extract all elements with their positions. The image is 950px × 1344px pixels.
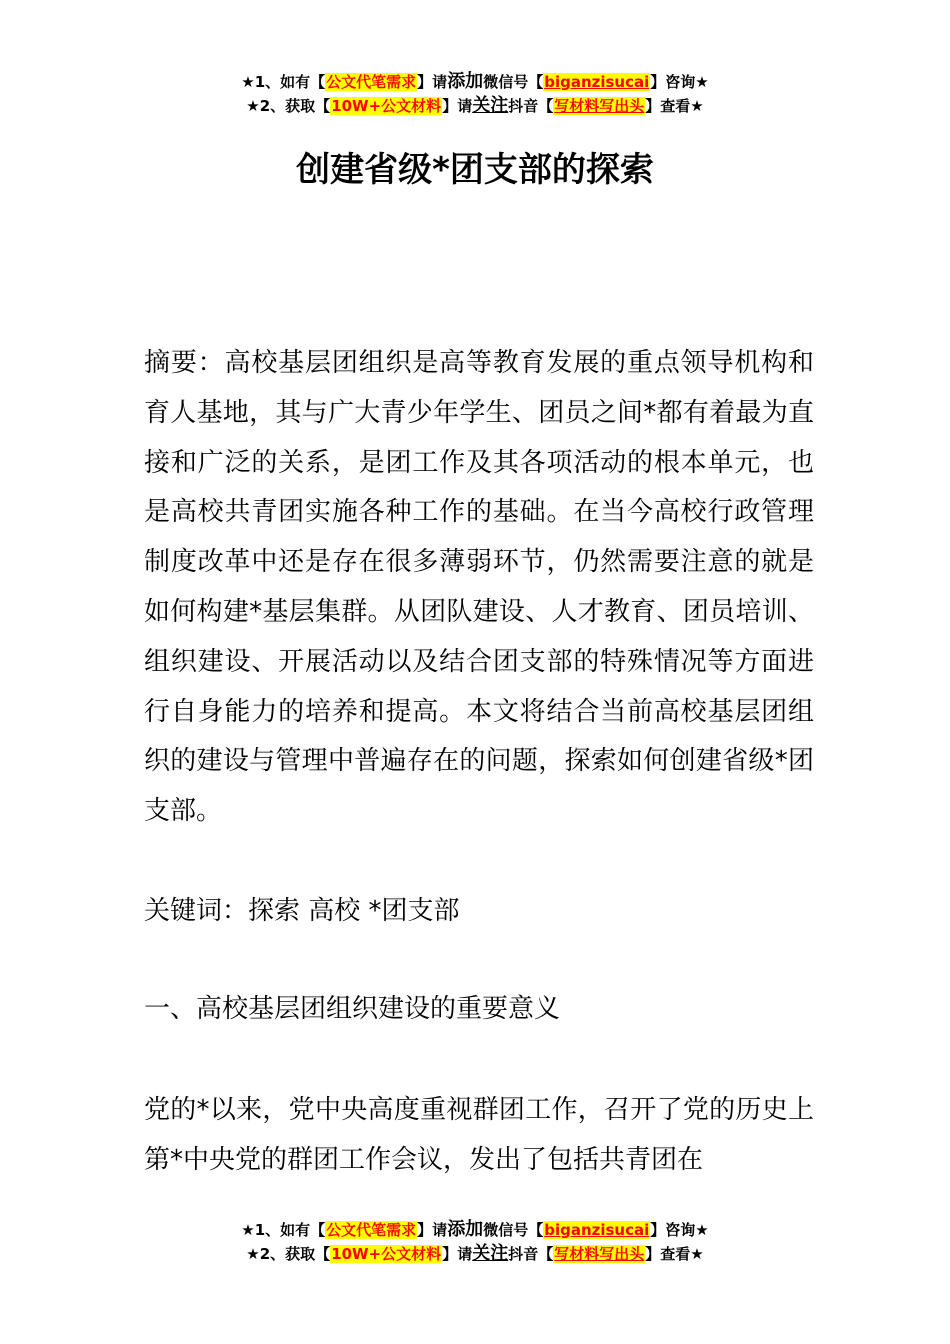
banner-text: 】请 [417, 1221, 448, 1239]
banner-text: 】咨询★ [650, 73, 709, 91]
banner-text: ★2、获取【 [246, 97, 331, 115]
banner-line-2 [0, 94, 950, 118]
keywords-line: 关键词：探索 高校 *团支部 [144, 896, 460, 926]
banner-emphasis: 关注 [472, 1243, 509, 1264]
body-paragraph: 党的*以来，党中央高度重视群团工作，召开了党的历史上第*中央党的群团工作会议，发出了包括共青团在 [144, 1095, 814, 1175]
banner-line-2 [0, 1242, 950, 1266]
wechat-id-highlight: biganzisucai [544, 73, 650, 91]
banner-emphasis: 关注 [472, 95, 509, 116]
banner-text: 】查看★ [645, 97, 704, 115]
banner-emphasis: 添加 [447, 1219, 484, 1240]
footer-banner [0, 1218, 950, 1266]
header-banner [0, 70, 950, 118]
abstract-paragraph: 摘要：高校基层团组织是高等教育发展的重点领导机构和育人基地，其与广大青少年学生、团员之间*都有着最为直接和广泛的关系，是团工作及其各项活动的根本单元，也是高校共青团实施各种工作的基础。在当今高校行政管理制度改革中还是存在很多薄弱环节，仍然需要注意的就是如何构建*基层集群。从团队建设、人才教育、团员培训、组织建设、开展活动以及结合团支部的特殊情况等方面进行自身能力的培养和提高。本文将结合当前高校基层团组织的建设与管理中普遍存在的问题，探索如何创建省级*团支部。 [144, 348, 814, 827]
banner-emphasis: 添加 [447, 71, 484, 92]
banner-line-1 [0, 1218, 950, 1242]
banner-text: 微信号【 [483, 1221, 544, 1239]
banner-highlight: 公文代笔需求 [326, 73, 417, 91]
wechat-id-highlight: biganzisucai [544, 1221, 650, 1239]
banner-line-1 [0, 70, 950, 94]
document-title: 创建省级*团支部的探索 [296, 150, 654, 190]
banner-text: 微信号【 [483, 73, 544, 91]
banner-highlight: 10W+公文材料 [331, 1245, 442, 1263]
banner-text: 】查看★ [645, 1245, 704, 1263]
banner-text: ★1、如有【 [241, 73, 326, 91]
banner-text: 】请 [417, 73, 448, 91]
banner-text: 抖音【 [508, 1245, 554, 1263]
banner-highlight: 公文代笔需求 [326, 1221, 417, 1239]
banner-highlight: 10W+公文材料 [331, 97, 442, 115]
section-heading: 一、高校基层团组织建设的重要意义 [144, 994, 561, 1024]
banner-text: ★2、获取【 [246, 1245, 331, 1263]
douyin-highlight: 写材料写出头 [554, 97, 645, 115]
banner-text: ★1、如有【 [241, 1221, 326, 1239]
banner-text: 抖音【 [508, 97, 554, 115]
banner-text: 】咨询★ [650, 1221, 709, 1239]
banner-text: 】请 [442, 97, 473, 115]
banner-text: 】请 [442, 1245, 473, 1263]
douyin-highlight: 写材料写出头 [554, 1245, 645, 1263]
